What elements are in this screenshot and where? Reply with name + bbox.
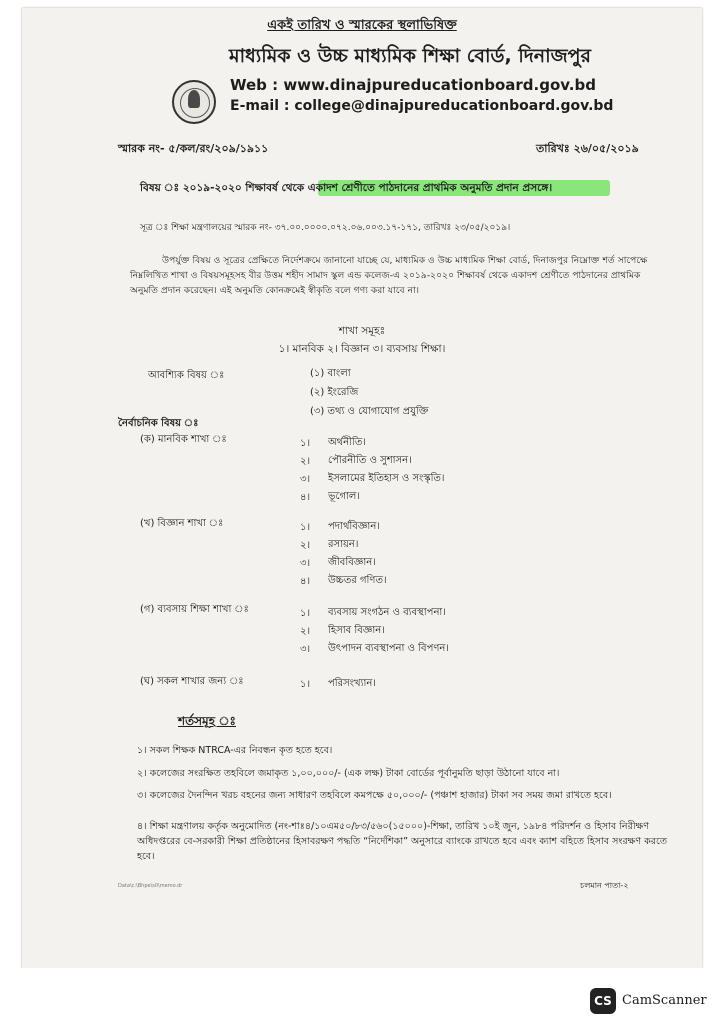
board-name: মাধ্যমিক ও উচ্চ মাধ্যমিক শিক্ষা বোর্ড, দিনাজপুর xyxy=(229,45,591,67)
subject-item: অর্থনীতি। xyxy=(328,437,366,448)
continued-page: চলমান পাতা-২ xyxy=(580,881,629,890)
item-number: ৩। xyxy=(300,474,311,485)
branches-list: ১। মানবিক ২। বিজ্ঞান ৩। ব্যবসায় শিক্ষা। xyxy=(278,343,446,355)
subject-item: ইসলামের ইতিহাস ও সংস্কৃতি। xyxy=(328,473,445,484)
logo-tree-icon xyxy=(188,90,200,108)
replacement-note: একই তারিখ ও স্মারকের স্থলাভিষিক্ত xyxy=(267,18,457,33)
camscanner-name: CamScanner xyxy=(622,993,707,1008)
compulsory-item: (৩) তথ্য ও যোগাযোগ প্রযুক্তি xyxy=(310,406,429,417)
compulsory-item: (২) ইংরেজি xyxy=(310,387,359,398)
condition-item: ১। সকল শিক্ষক NTRCA-এর নিবন্ধন কৃত হতে হবে। xyxy=(137,745,333,756)
elective-label: নৈর্বাচনিক বিষয় ঃ xyxy=(118,418,199,429)
item-number: ১। xyxy=(300,522,311,533)
item-number: ৩। xyxy=(300,558,311,569)
item-number: ১। xyxy=(300,608,311,619)
group-label-humanities: (ক) মানবিক শাখা ঃ xyxy=(140,434,227,445)
group-label-science: (খ) বিজ্ঞান শাখা ঃ xyxy=(140,518,224,529)
subject-item: পদার্থবিজ্ঞান। xyxy=(328,521,380,532)
subject-item: ব্যবসায় সংগঠন ও ব্যবস্থাপনা। xyxy=(328,607,446,618)
item-number: ২। xyxy=(300,626,311,637)
subject-line xyxy=(140,182,552,194)
condition-item: ৪। শিক্ষা মন্ত্রণালয় কর্তৃক অনুমোদিত (নং-শাঃ৪/১০এম৫০/৮৩/৫৬০(১৫০০০)-শিক্ষা, তারিখ ১০ই জুন, ১৯৮৪ পরিদর্শন ও হিসাব নিরীক্ষণ অধিদপ্তরের বে-সরকারী শিক্ষা প্রতিষ্ঠানের হিসাবরক্ষণ পদ্ধতি “নির্দেশিকা” অনুসারে ব্যাংকে রাখতে হবে এবং ক্যাশ বহিতে হিসাব সংরক্ষণ করতে হবে। xyxy=(137,821,667,862)
subject-item: পৌরনীতি ও সুশাসন। xyxy=(328,455,412,466)
group-label-all: (ঘ) সকল শাখার জন্য ঃ xyxy=(140,676,244,687)
memo-number: স্মারক নং- ৫/কল/রং/২০৯/১৯১১ xyxy=(118,142,269,155)
camscanner-logo-icon: CS xyxy=(590,988,616,1014)
subject-item: হিসাব বিজ্ঞান। xyxy=(328,625,385,636)
subject-item: উচ্চতর গণিত। xyxy=(328,575,387,586)
conditions-title: শর্তসমূহ ঃ xyxy=(178,714,236,728)
subject-item: উৎপাদন ব্যবস্থাপনা ও বিপণন। xyxy=(328,643,449,654)
compulsory-item: (১) বাংলা xyxy=(310,368,351,379)
condition-item: ৩। কলেজের দৈনন্দিন খরচ বহনের জন্য সাধারণ তহবিলে কমপক্ষে ৫০,০০০/- (পঞ্চাশ হাজার) টাকা সব সময় জমা রাখতে হবে। xyxy=(137,790,612,801)
group-label-business: (গ) ব্যবসায় শিক্ষা শাখা ঃ xyxy=(140,604,249,615)
file-path-note: Data\c:\Bhpe\s0\memo.dr xyxy=(118,883,183,889)
reference-line: সূত্র ঃ শিক্ষা মন্ত্রণালয়ের স্মারক নং- ৩৭.০০.০০০০.০৭২.০৬.০০৩.১৭-১৭১, তারিখঃ ২৩/০৫/২০১৯। xyxy=(140,223,511,233)
subject-item: রসায়ন। xyxy=(328,539,359,550)
subject-prefix: বিষয় ঃ ২০১৯-২০২০ শিক্ষাবর্ষ থেকে xyxy=(140,182,305,194)
website-line: Web : www.dinajpureducationboard.gov.bd xyxy=(230,76,596,94)
subject-item: পরিসংখ্যান। xyxy=(328,678,376,689)
email-line: E-mail : college@dinajpureducationboard.gov.bd xyxy=(230,98,614,114)
item-number: ১। xyxy=(300,679,311,690)
subject-item: জীববিজ্ঞান। xyxy=(328,557,376,568)
subject-item: ভূগোল। xyxy=(328,491,360,502)
item-number: ২। xyxy=(300,540,311,551)
item-number: ৪। xyxy=(300,492,311,503)
item-number: ১। xyxy=(300,438,311,449)
branches-title: শাখা সমূহঃ xyxy=(338,325,386,337)
compulsory-label: আবশ্যিক বিষয় ঃ xyxy=(148,370,225,381)
item-number: ২। xyxy=(300,456,311,467)
letter-date: তারিখঃ ২৬/০৫/২০১৯ xyxy=(536,142,639,155)
body-paragraph: উপর্যুক্ত বিষয় ও সূত্রের প্রেক্ষিতে নির্দেশক্রমে জানানো যাচ্ছে যে, মাধ্যমিক ও উচ্চ মাধ্যমিক শিক্ষা বোর্ড, দিনাজপুর নিম্নোক্ত শর্ত সাপেক্ষে নিম্নলিখিত শাখা ও বিষয়সমূহসহ বীর উত্তম শহীদ সামাদ স্কুল এন্ড কলেজ-এ ২০১৯-২০২০ শিক্ষাবর্ষ থেকে একাদশ শ্রেণীতে পাঠদানের প্রাথমিক অনুমতি প্রদান করেছেন। এই অনুমতি কোনক্রমেই স্বীকৃতি বলে গণ্য করা যাবে না। xyxy=(130,255,648,296)
condition-item: ২। কলেজের সংরক্ষিত তহবিলে জমাকৃত ১,০০,০০০/- (এক লক্ষ) টাকা বোর্ডের পূর্বানুমতি ছাড়া উঠানো যাবে না। xyxy=(137,768,560,779)
item-number: ৩। xyxy=(300,644,311,655)
item-number: ৪। xyxy=(300,576,311,587)
board-logo-icon xyxy=(172,80,216,124)
subject-highlight-text: একাদশ শ্রেণীতে পাঠদানের প্রাথমিক অনুমতি প্রদান প্রসঙ্গে। xyxy=(307,182,553,194)
